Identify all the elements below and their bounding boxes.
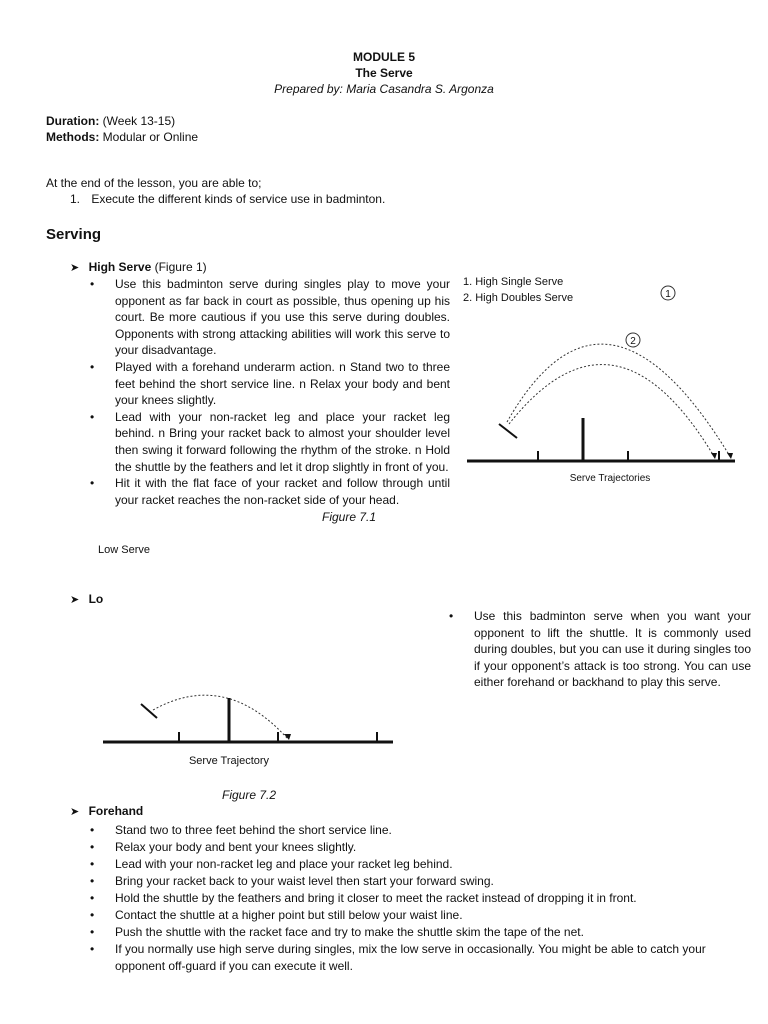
low-serve-diagram-caption: Serve Trajectory	[188, 755, 270, 767]
high-serve-label: High Serve	[88, 260, 152, 274]
prepared-by: Prepared by: Maria Casandra S. Argonza	[274, 82, 494, 96]
list-item: • Use this badminton serve during singles play to move your opponent as far back in court as possible, thus opening up his court. Be more cautious if you use this serve during doubles. Opponents with strong attacking abilities will work this serve to your disadvantage.	[90, 276, 450, 359]
list-item: • Bring your racket back to your waist level then start your forward swing.	[90, 873, 730, 890]
high-serve-diagram	[455, 270, 745, 490]
list-item: • Hold the shuttle by the feathers and bring it closer to meet the racket instead of dropping it in front.	[90, 890, 730, 907]
trajectory-high-single	[507, 344, 731, 458]
forehand-heading	[70, 804, 143, 818]
list-item: • Hit it with the flat face of your racket and follow through until your racket reaches the non-racket side of your head.	[90, 475, 450, 508]
racket-icon	[499, 424, 517, 438]
objective-number: 1.	[70, 192, 81, 206]
list-item: • Played with a forehand underarm action. n Stand two to three feet behind the short service line. n Relax your body and bent your knees slightly.	[90, 359, 450, 409]
trajectory-low-serve	[153, 695, 287, 738]
list-item: • Lead with your non-racket leg and place your racket leg behind.	[90, 856, 730, 873]
methods-label: Methods:	[46, 130, 100, 144]
duration-value: (Week 13-15)	[102, 114, 176, 128]
high-serve-diagram-caption: Serve Trajectories	[569, 473, 651, 484]
low-serve-heading	[70, 592, 103, 606]
objectives-intro: At the end of the lesson, you are able to;	[46, 176, 262, 190]
racket-icon	[141, 704, 157, 718]
legend-high-doubles-serve: 2. High Doubles Serve	[463, 292, 574, 304]
low-serve-bullets	[449, 608, 751, 691]
high-serve-heading	[70, 260, 207, 274]
methods-value: Modular or Online	[102, 130, 199, 144]
high-serve-figure-ref: (Figure 1)	[154, 260, 207, 274]
forehand-bullets	[90, 822, 730, 975]
low-serve-label: Lo	[88, 592, 104, 606]
list-item: • Stand two to three feet behind the short service line.	[90, 822, 730, 839]
arrow-bullet-icon: ➤	[70, 806, 80, 818]
list-item: • If you normally use high serve during singles, mix the low serve in occasionally. You might be able to catch your opponent off-guard if you can execute it well.	[90, 941, 730, 975]
figure-7-2-caption: Figure 7.2	[222, 788, 277, 802]
arrow-bullet-icon: ➤	[70, 594, 80, 606]
list-item: • Contact the shuttle at a higher point but still below your waist line.	[90, 907, 730, 924]
low-serve-figure-title: Low Serve	[98, 544, 150, 556]
list-item: • Use this badminton serve when you want your opponent to lift the shuttle. It is commonly used during doubles, but you can use it during singles too if your opponent’s attack is too strong. You can use either forehand or backhand to play this serve.	[449, 608, 751, 691]
duration-row	[46, 114, 175, 128]
marker-2-label: 2	[630, 336, 636, 347]
objective-item	[70, 192, 385, 206]
arrow-bullet-icon: ➤	[70, 262, 80, 274]
legend-high-single-serve: 1. High Single Serve	[463, 276, 564, 288]
list-item: • Lead with your non-racket leg and place your racket leg behind. n Bring your racket back to almost your shoulder level then swing it forward following the rhythm of the stroke. n Hold the shuttle by the feathers and let it drop slightly in front of you.	[90, 409, 450, 475]
landing-arrow-icon	[284, 734, 291, 740]
forehand-label: Forehand	[88, 804, 144, 818]
list-item: • Relax your body and bent your knees slightly.	[90, 839, 730, 856]
module-number: MODULE 5	[352, 50, 415, 64]
marker-1-label: 1	[665, 289, 671, 300]
methods-row	[46, 130, 198, 144]
landing-arrow-icon	[711, 453, 717, 459]
duration-label: Duration:	[46, 114, 100, 128]
figure-7-1-caption: Figure 7.1	[322, 510, 377, 524]
landing-arrow-icon	[727, 453, 733, 459]
section-title-serving: Serving	[46, 226, 102, 243]
objective-text: Execute the different kinds of service use in badminton.	[91, 192, 386, 206]
trajectory-high-doubles	[509, 365, 715, 458]
low-serve-diagram	[95, 680, 405, 770]
list-item: • Push the shuttle with the racket face and try to make the shuttle skim the tape of the net.	[90, 924, 730, 941]
high-serve-bullets	[90, 276, 450, 508]
module-title: The Serve	[355, 66, 413, 80]
